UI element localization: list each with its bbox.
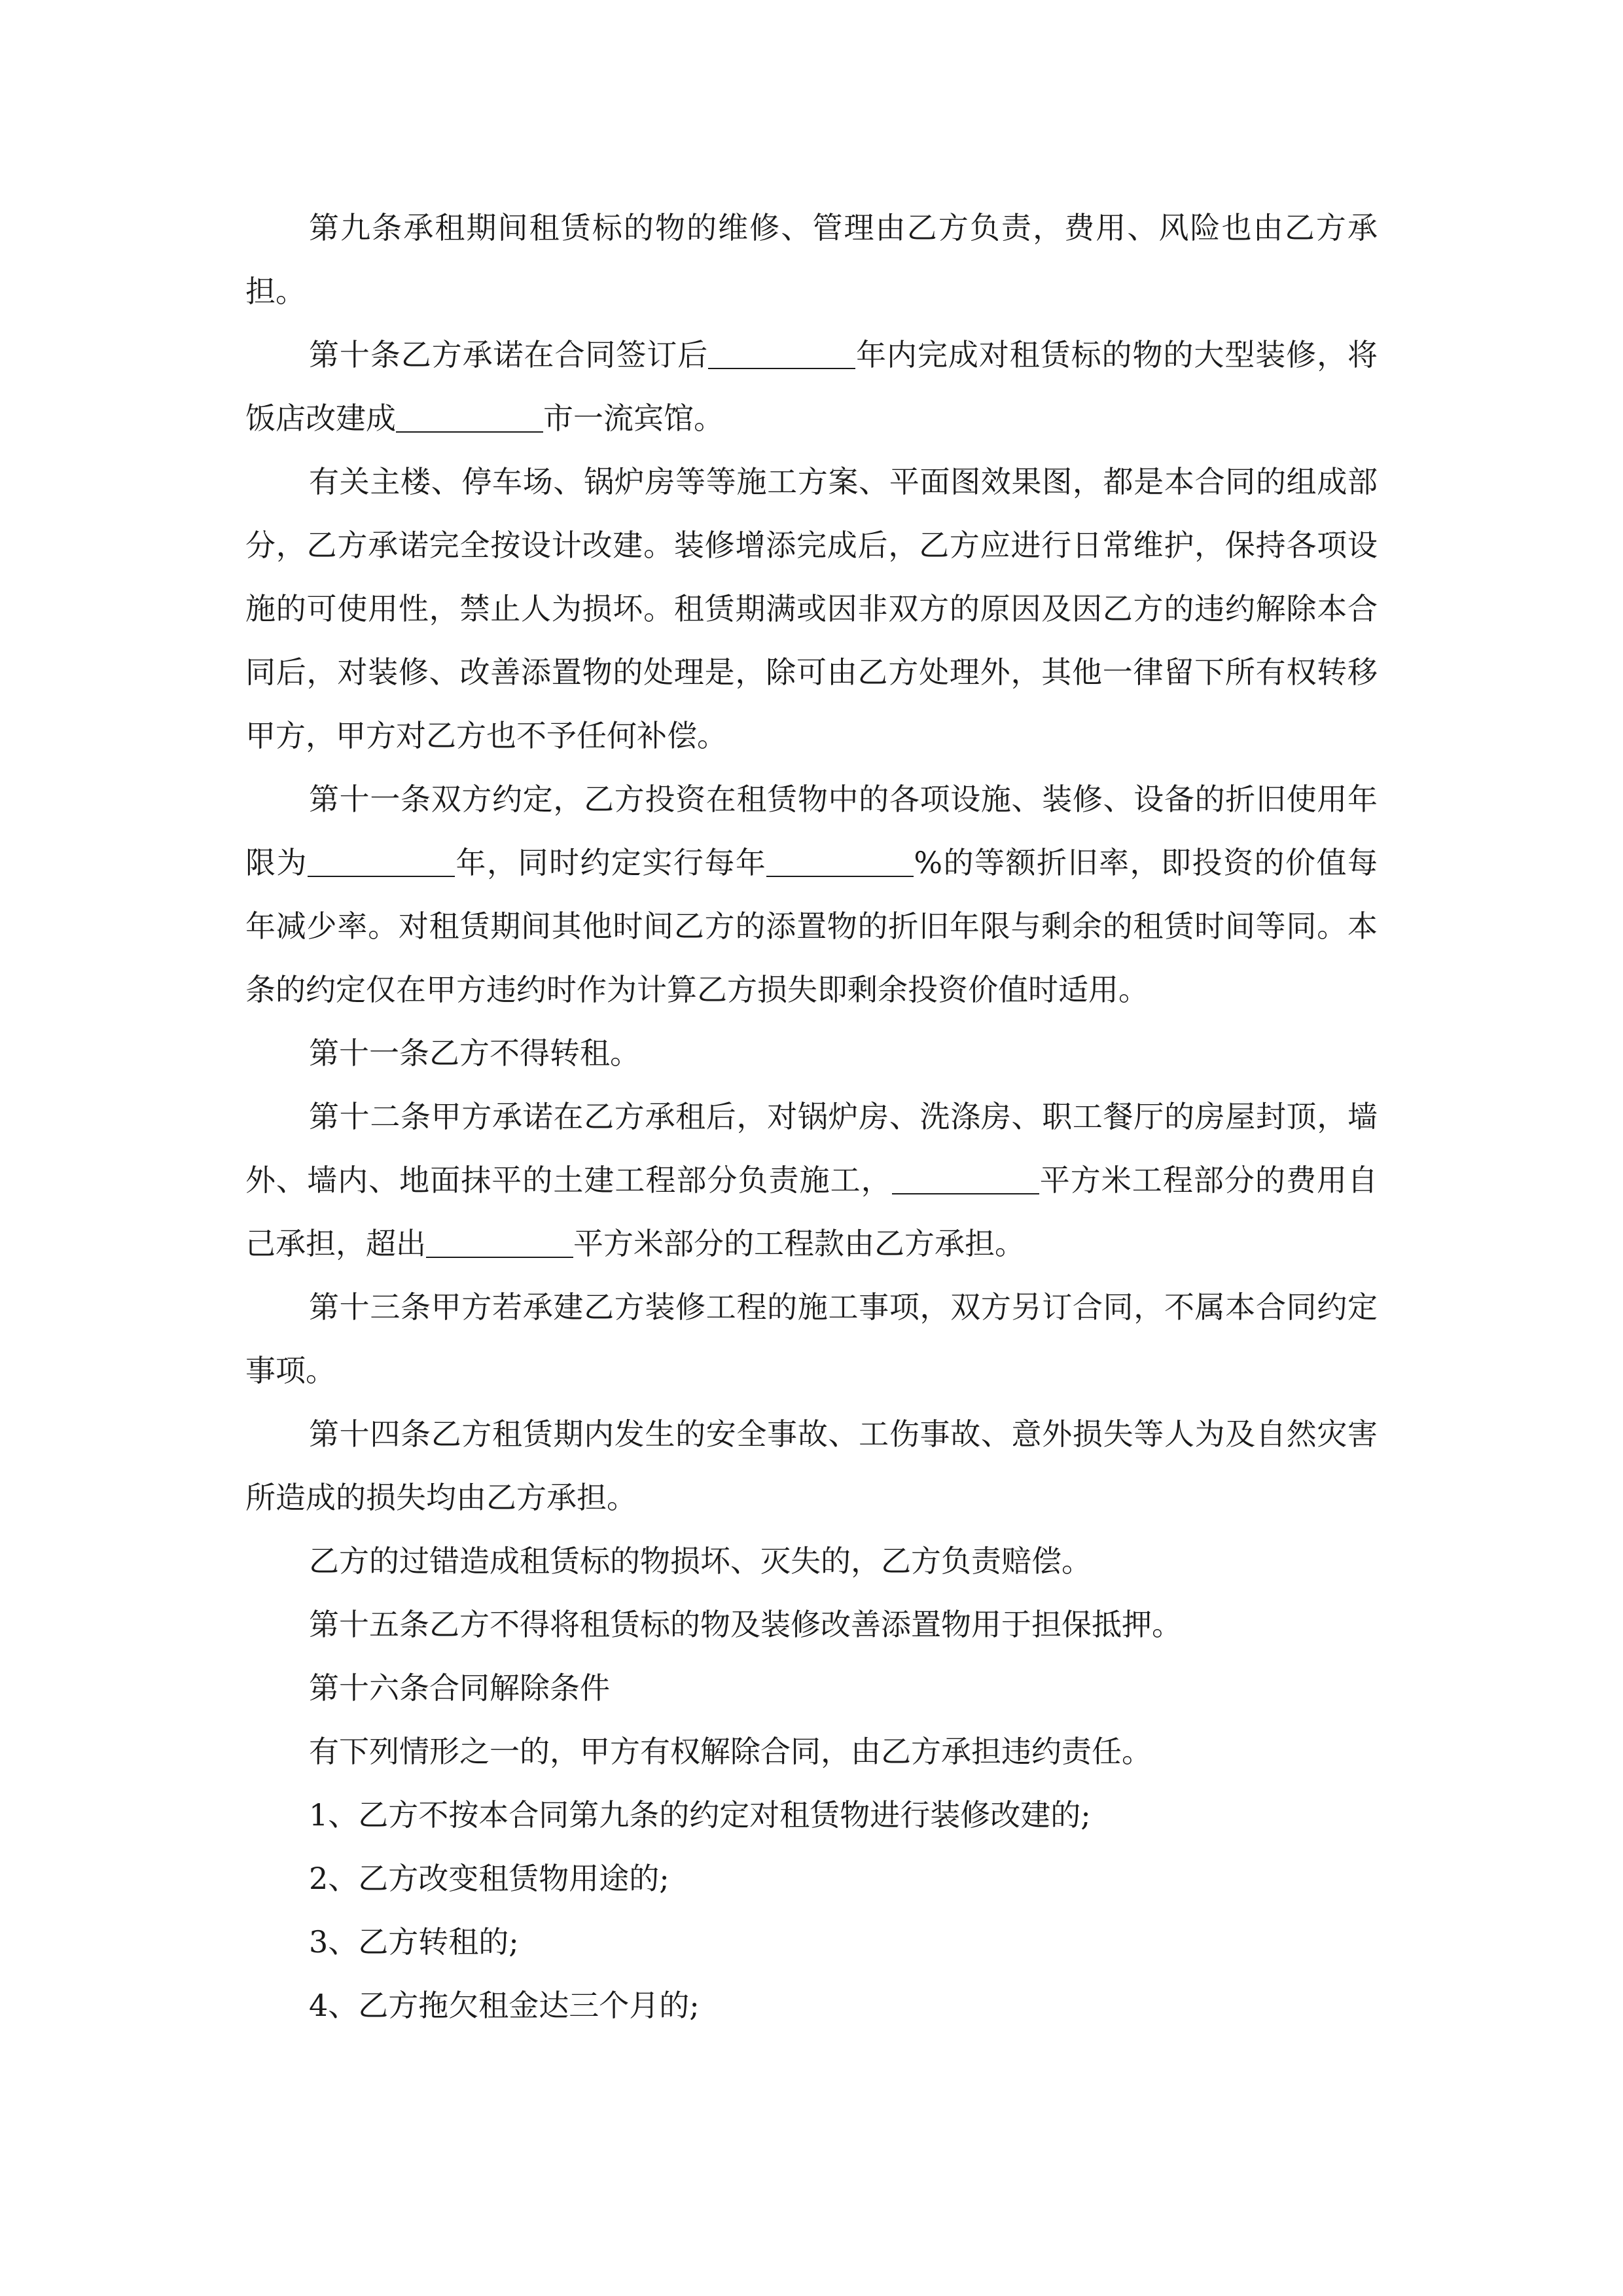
paragraph-article-10 [245, 323, 1378, 450]
list-item-termination-3: 3、乙方转租的; [309, 1924, 519, 1960]
paragraph-text: 第十二条甲方承诺在乙方承租后，对锅炉房、洗涤房、职工餐厅的房屋封顶，墙外、墙内、地面抹平的土建工程部分负责施工， [245, 1099, 1378, 1198]
paragraph-article-14: 第十四条乙方租赁期内发生的安全事故、工伤事故、意外损失等人为及自然灾害所造成的损失均由乙方承担。 [245, 1416, 1378, 1515]
blank-field [766, 846, 914, 877]
paragraph-text: 年，同时约定实行每年 [454, 845, 767, 880]
paragraph-text: 市一流宾馆。 [543, 401, 724, 436]
paragraph-article-16-heading: 第十六条合同解除条件 [309, 1670, 610, 1706]
list-item-termination-2: 2、乙方改变租赁物用途的; [309, 1861, 669, 1896]
blank-field [426, 1227, 573, 1258]
list-item-termination-4: 4、乙方拖欠租金达三个月的; [309, 1988, 700, 2023]
list-item-termination-1: 1、乙方不按本合同第九条的约定对租赁物进行装修改建的; [309, 1797, 1091, 1833]
paragraph-renovation-terms: 有关主楼、停车场、锅炉房等等施工方案、平面图效果图，都是本合同的组成部分，乙方承诺完全按设计改建。装修增添完成后，乙方应进行日常维护，保持各项设施的可使用性，禁止人为损坏。租赁期满或因非双方的原因及因乙方的违约解除本合同后，对装修、改善添置物的处理是，除可由乙方处理外，其他一律留下所有权转移甲方，甲方对乙方也不予任何补偿。 [245, 464, 1378, 753]
blank-field [892, 1163, 1039, 1194]
blank-field [708, 338, 855, 369]
blank-field [396, 401, 543, 433]
paragraph-text: 平方米工程部分的费用自己承担，超出 [245, 1162, 1378, 1261]
paragraph-text: 平方米部分的工程款由乙方承担。 [573, 1226, 1025, 1261]
paragraph-article-11-depreciation [245, 768, 1378, 1022]
paragraph-termination-intro: 有下列情形之一的，甲方有权解除合同，由乙方承担违约责任。 [309, 1734, 1152, 1769]
paragraph-text: 第十条乙方承诺在合同签订后 [309, 337, 709, 372]
paragraph-article-12 [245, 1085, 1378, 1276]
blank-field [308, 846, 455, 877]
paragraph-article-13: 第十三条甲方若承建乙方装修工程的施工事项，双方另订合同，不属本合同约定事项。 [245, 1289, 1378, 1388]
paragraph-compensation: 乙方的过错造成租赁标的物损坏、灭失的，乙方负责赔偿。 [309, 1543, 1092, 1579]
paragraph-text: 第十一条双方约定，乙方投资在租赁物中的各项设施、装修、设备的折旧使用年限为 [245, 781, 1378, 880]
paragraph-article-15: 第十五条乙方不得将租赁标的物及装修改善添置物用于担保抵押。 [309, 1607, 1182, 1642]
document-body [245, 196, 1378, 2037]
paragraph-article-11-sublet: 第十一条乙方不得转租。 [309, 1035, 640, 1071]
paragraph-article-9: 第九条承租期间租赁标的物的维修、管理由乙方负责，费用、风险也由乙方承担。 [245, 210, 1378, 309]
paragraph-text: 年内完成对租赁标的物的大型装修，将饭店改建成 [245, 337, 1378, 436]
paragraph-text: %的等额折旧率，即投资的价值每年减少率。对租赁期间其他时间乙方的添置物的折旧年限与剩余的租赁时间等同。本条的约定仅在甲方违约时作为计算乙方损失即剩余投资价值时适用。 [245, 845, 1378, 1007]
